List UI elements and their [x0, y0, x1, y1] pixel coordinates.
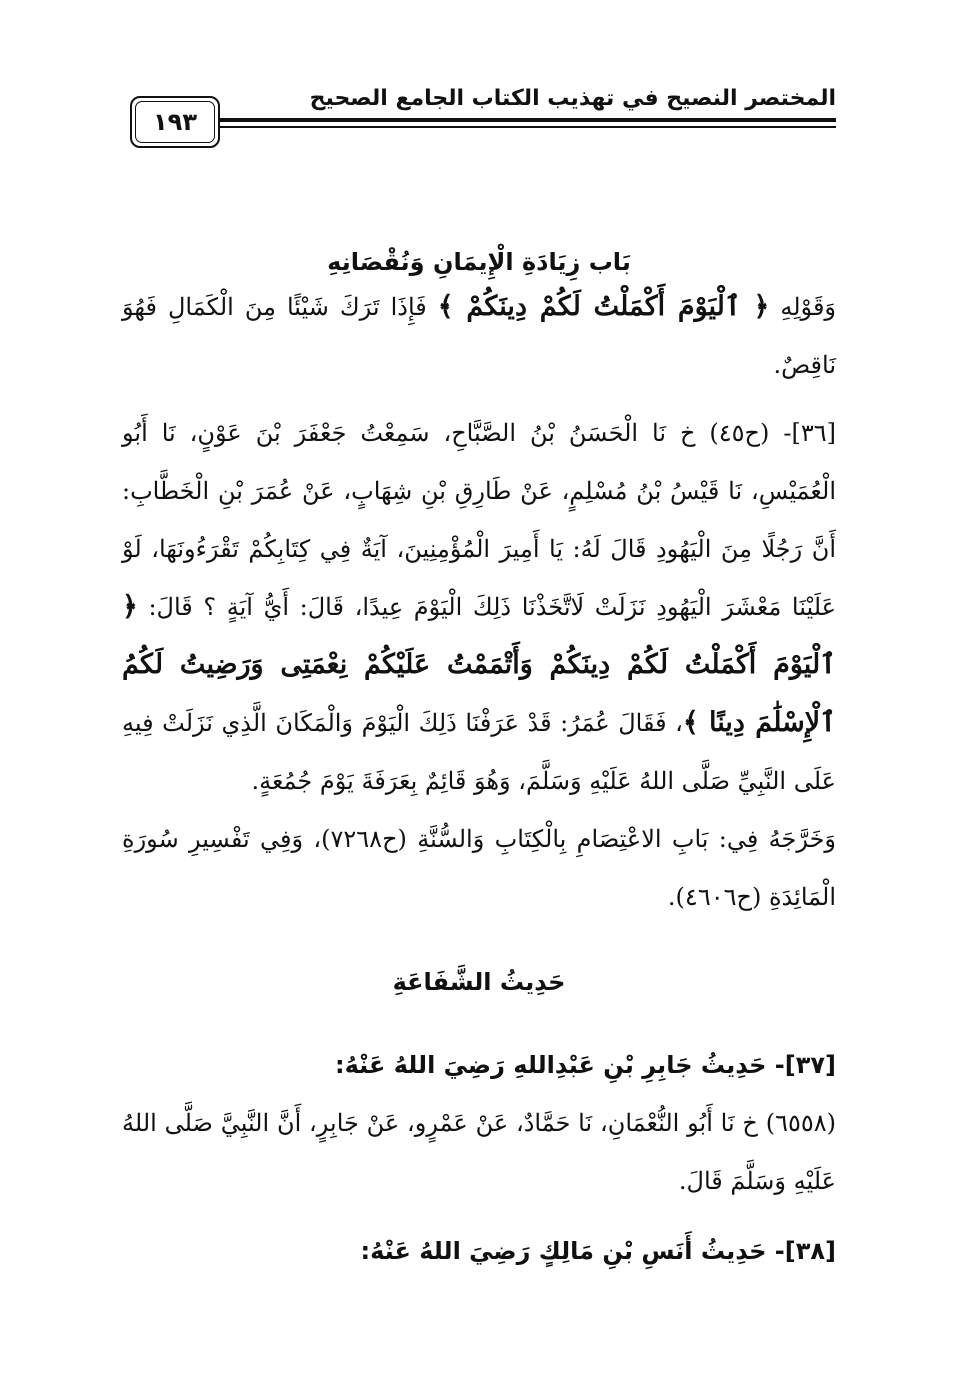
hadith-38-title: [٣٨]- حَدِيثُ أَنَسِ بْنِ مَالِكٍ رَضِيَ اللهُ عَنْهُ:	[360, 1237, 836, 1265]
running-header-title: المختصر النصيح في تهذيب الكتاب الجامع الصحيح	[309, 86, 836, 111]
intro-tail: فَإِذَا تَرَكَ شَيْئًا مِنَ الْكَمَالِ فَهُوَ نَاقِصٌ.	[122, 293, 836, 379]
hadith-37-title: [٣٧]- حَدِيثُ جَابِرِ بْنِ عَبْدِاللهِ رَضِيَ اللهُ عَنْهُ:	[335, 1051, 836, 1079]
chapter-intro	[122, 278, 836, 394]
header-rule-thin	[220, 126, 836, 128]
hadith-36-text-1: [٣٦]- (ح٤٥) خ نَا الْحَسَنُ بْنُ الصَّبَّاحِ، سَمِعْتُ جَعْفَرَ بْنَ عَوْنٍ، نَا أَبُو الْعُمَيْسِ، نَا قَيْسُ بْنُ مُسْلِمٍ، عَنْ طَارِقِ بْنِ شِهَابٍ، عَنْ عُمَرَ بْنِ الْخَطَّابِ: أَنَّ رَجُلًا مِنَ الْيَهُودِ قَالَ لَهُ: يَا أَمِيرَ الْمُؤْمِنِينَ، آيَةٌ فِي كِتَابِكُمْ تَقْرَءُونَهَا، لَوْ عَلَيْنَا مَعْشَرَ الْيَهُودِ نَزَلَتْ لَاتَّخَذْنَا ذَلِكَ الْيَوْمَ عِيدًا، قَالَ: أَيُّ آيَةٍ ؟ قَالَ:	[122, 419, 836, 621]
page-number: ١٩٣	[153, 108, 197, 136]
takhrij-note: وَخَرَّجَهُ فِي: بَابِ الاعْتِصَامِ بِالْكِتَابِ وَالسُّنَّةِ (ح٧٢٦٨)، وَفِي تَفْسِيرِ سُورَةِ الْمَائِدَةِ (ح٤٦٠٦).	[122, 825, 836, 911]
quran-quote: ﴿ ٱلْيَوْمَ أَكْمَلْتُ لَكُمْ دِينَكُمْ ﴾	[437, 291, 770, 322]
quran-quote-verse: ﴿ ٱلْيَوْمَ أَكْمَلْتُ لَكُمْ دِينَكُمْ وَأَتْمَمْتُ عَلَيْكُمْ نِعْمَتِى وَرَضِيتُ لَكُمُ ٱلْإِسْلَٰمَ دِينًا ﴾	[122, 591, 836, 738]
chapter-heading: بَاب زِيَادَةِ الْإِيمَانِ وَنُقْصَانِهِ	[327, 248, 631, 276]
page-number-frame	[130, 96, 220, 148]
intro-lead: وَقَوْلِهِ	[780, 293, 837, 321]
section-heading-shafaa: حَدِيثُ الشَّفَاعَةِ	[392, 968, 566, 996]
page-body	[122, 230, 836, 1280]
header-rule-thick	[220, 118, 836, 122]
hadith-36-text-2: ، فَقَالَ عُمَرُ: قَدْ عَرَفْنَا ذَلِكَ الْيَوْمَ وَالْمَكَانَ الَّذِي نَزَلَتْ فِيهِ عَلَى النَّبِيِّ صَلَّى اللهُ عَلَيْهِ وَسَلَّمَ، وَهُوَ قَائِمٌ بِعَرَفَةَ يَوْمَ جُمُعَةٍ.	[122, 709, 836, 795]
hadith-37-text: (٦٥٥٨) خ نَا أَبُو النُّعْمَانِ، نَا حَمَّادٌ، عَنْ عَمْرٍو، عَنْ جَابِرٍ، أَنَّ النَّبِيَّ صَلَّى اللهُ عَلَيْهِ وَسَلَّمَ قَالَ.	[122, 1109, 836, 1195]
hadith-36	[122, 404, 836, 810]
